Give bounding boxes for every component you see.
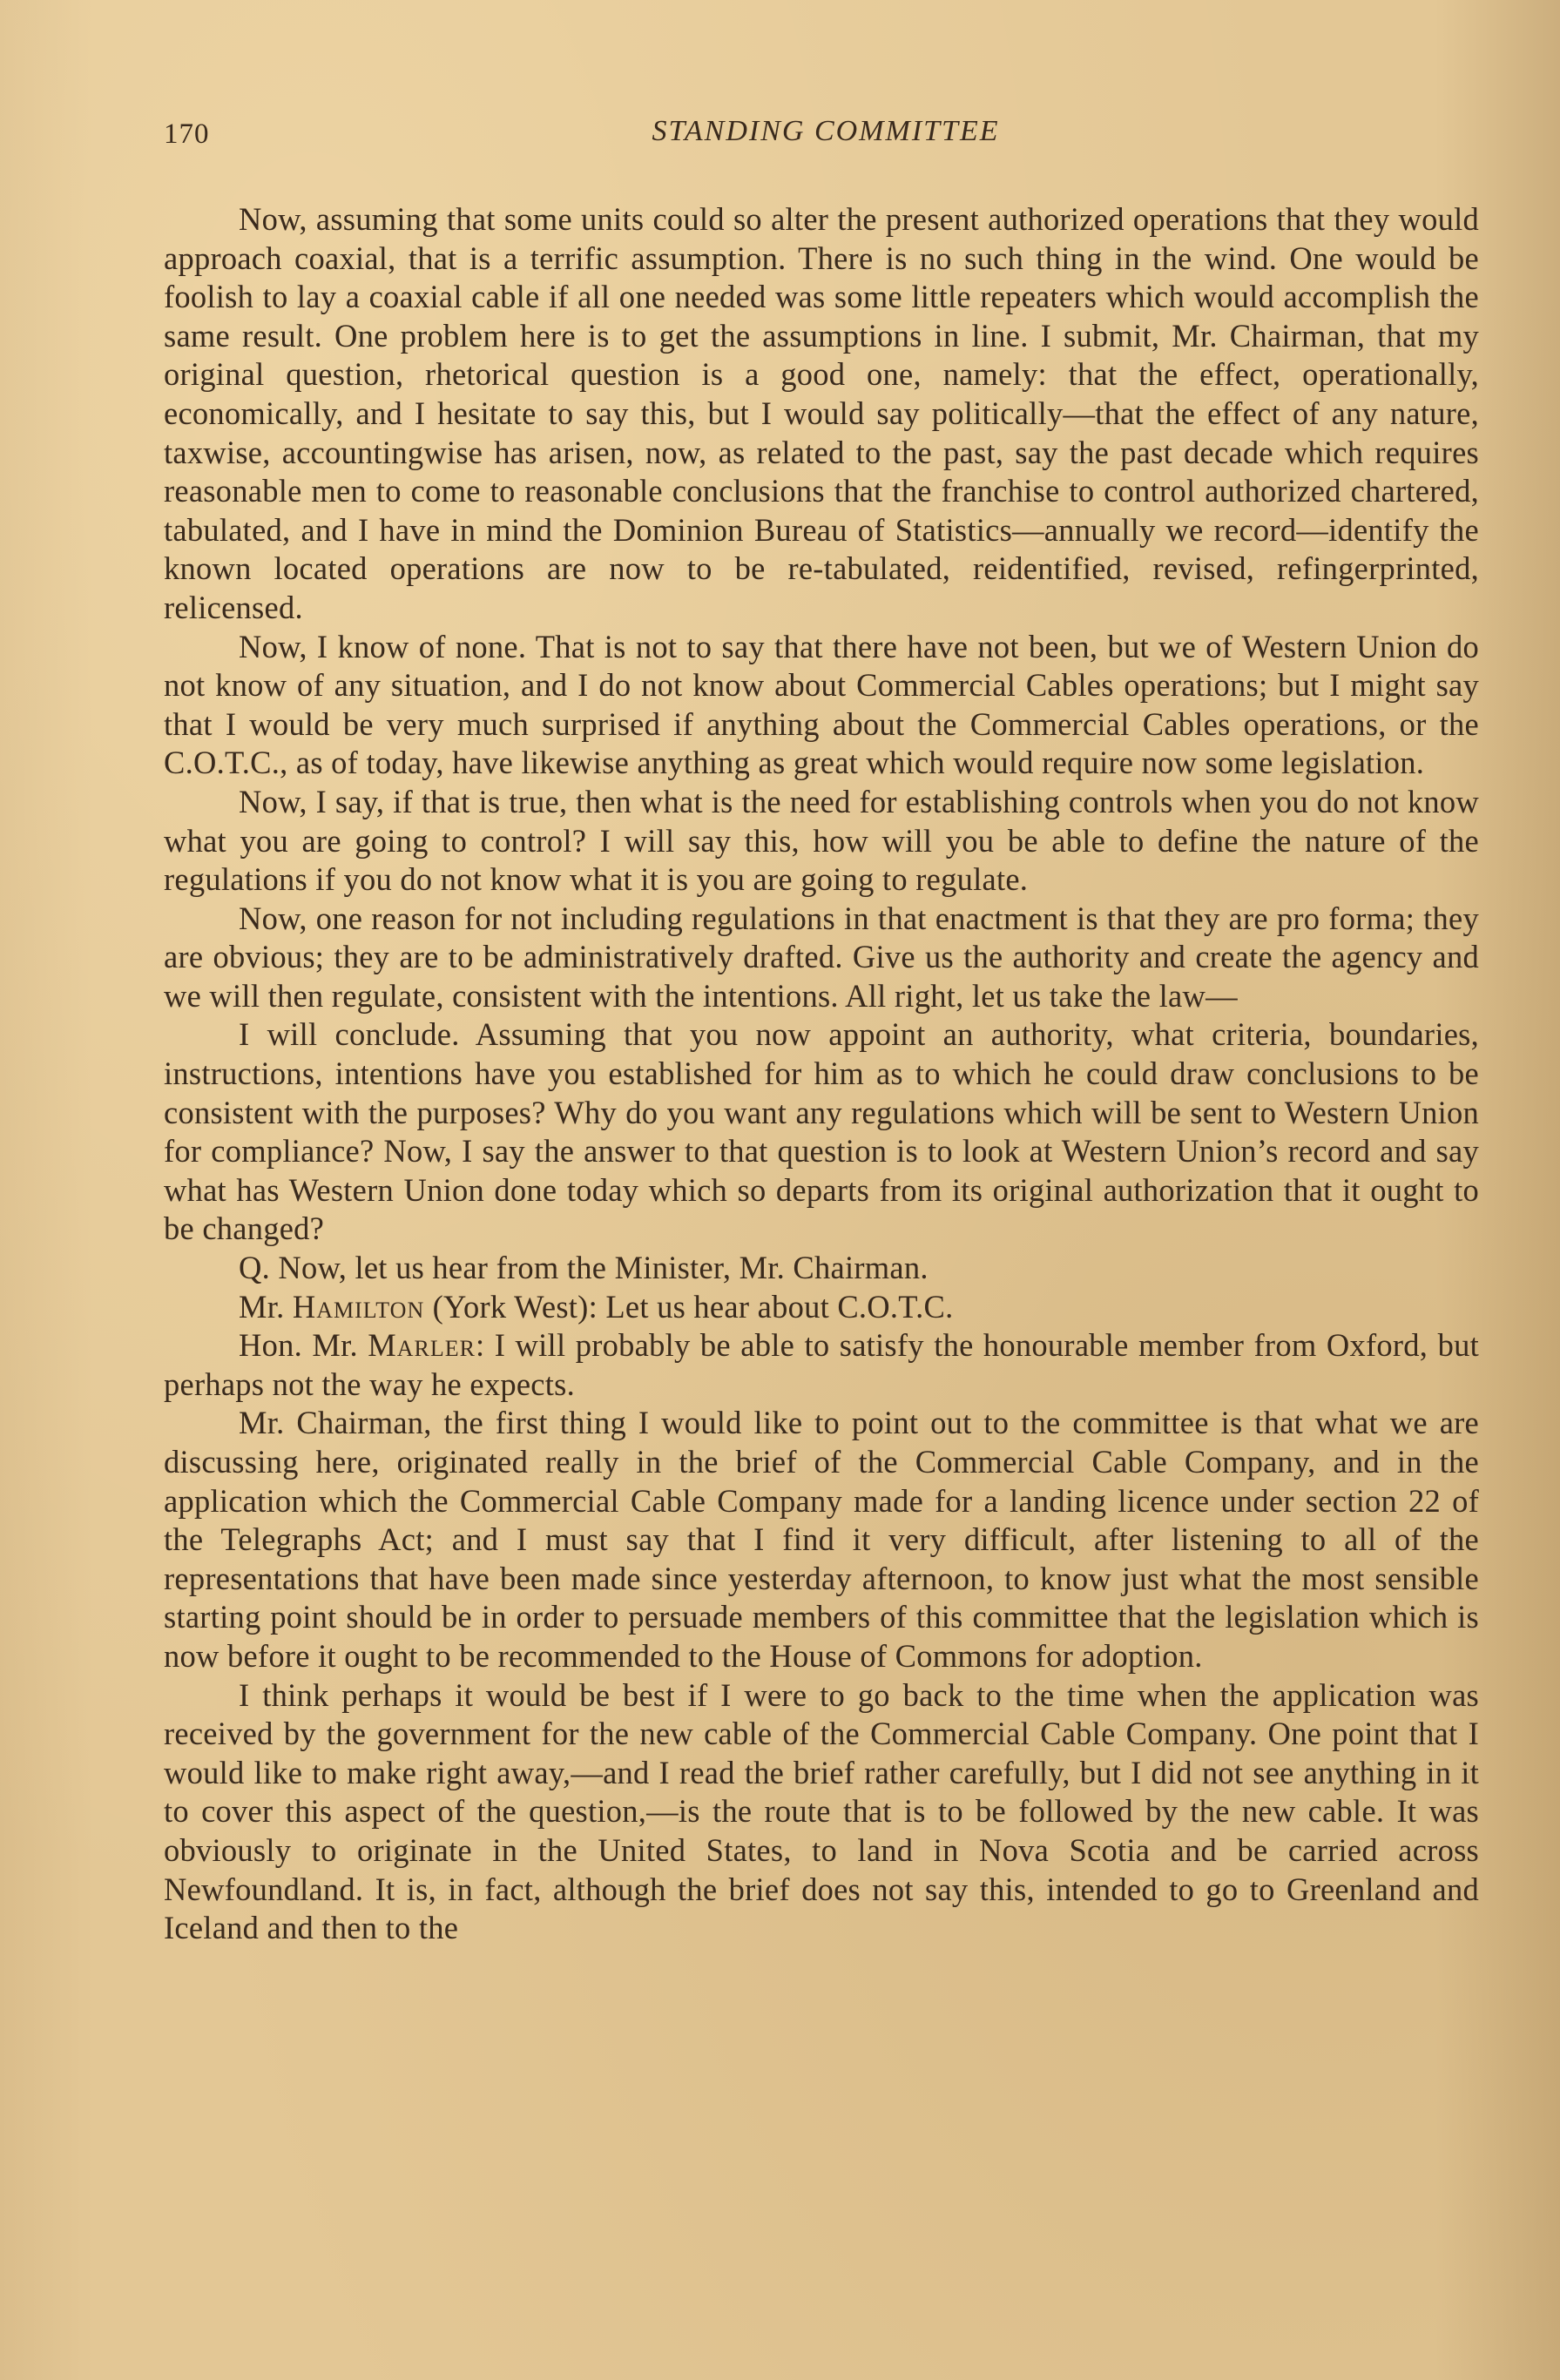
speaker-name: Hamilton: [292, 1288, 425, 1325]
speaker-prefix: Mr.: [239, 1288, 293, 1325]
speaker-suffix: :: [475, 1327, 495, 1364]
paragraph-2: Now, I know of none. That is not to say that there have not been, but we of Western Union do not know of any situation, and I do not know about Commercial Cables operations; but I might say that I would be very much surprised if anything about the Commercial Cables operations, or the C.O.T.C., as of today, have likewise anything as great which would require now some legislation.: [164, 628, 1479, 781]
paragraph-4: Now, one reason for not including regulations in that enactment is that they are pro forma; they are obvious; they are to be administratively drafted. Give us the authority and create the agency and we will then regulate, consistent with the intentions. All right, let us take the law—: [164, 900, 1479, 1014]
paragraph-5: I will conclude. Assuming that you now appoint an authority, what criteria, boundaries, instructions, intentions have you established for him as to which he could draw conclusions to be consistent with the purposes? Why do you want any regulations which will be sent to Western Union for compliance? Now, I say the answer to that question is to look at Western Union’s record and say what has Western Union done today which so departs from its original authorization that it ought to be changed?: [164, 1016, 1479, 1247]
speaker-name: Marler: [368, 1327, 476, 1364]
speaker-suffix: (York West):: [424, 1288, 606, 1325]
paragraph-question: Q. Now, let us hear from the Minister, Mr. Chairman.: [239, 1250, 929, 1286]
page-number: 170: [164, 118, 210, 150]
paragraph-3: Now, I say, if that is true, then what is the need for establishing controls when you do not know what you are going to control? I will say this, how will you be able to define the nature of the regulations if you do not know what it is you are going to regulate.: [164, 783, 1479, 898]
paragraph-1: Now, assuming that some units could so alter the present authorized operations that they would approach coaxial, that is a terrific assumption. There is no such thing in the wind. One would be foolish to lay a coaxial cable if all one needed was some little repeaters which would accomplish the same result. One problem here is to get the assumptions in line. I submit, Mr. Chairman, that my original question, rhetorical question is a good one, namely: that the effect, operationally, economically, and I hesitate to say this, but I would say politically—that the effect of any nature, taxwise, accountingwise has arisen, now, as related to the past, say the past decade which requires reasonable men to come to reasonable conclusions that the franchise to control authorized chartered, tabulated, and I have in mind the Dominion Bureau of Statistics—annually we record—identify the known located operations are now to be re-tabulated, reidentified, revised, refingerprinted, relicensed.: [164, 201, 1479, 625]
running-title: STANDING COMMITTEE: [652, 115, 1000, 147]
paragraph-speaker-marler: [164, 1326, 1479, 1404]
running-head: [164, 103, 1488, 172]
document-page: [164, 103, 1488, 2350]
body-text: [164, 200, 1479, 1948]
speaker-prefix: Hon. Mr.: [239, 1327, 368, 1364]
paragraph-speaker-hamilton: [164, 1288, 1479, 1327]
speech-text: I will probably be able to satisfy the honourable member from Oxford, but perhaps not the way he expects.: [164, 1327, 1479, 1402]
speech-text: Let us hear about C.O.T.C.: [605, 1288, 954, 1325]
paragraph-9: Mr. Chairman, the first thing I would like to point out to the committee is that what we are discussing here, originated really in the brief of the Commercial Cable Company, and in the application which the Commercial Cable Company made for a landing licence under section 22 of the Telegraphs Act; and I must say that I find it very difficult, after listening to all of the representations that have been made since yesterday afternoon, to know just what the most sensible starting point should be in order to persuade members of this committee that the legislation which is now before it ought to be recommended to the House of Commons for adoption.: [164, 1405, 1479, 1674]
paragraph-10: I think perhaps it would be best if I were to go back to the time when the application was received by the government for the new cable of the Commercial Cable Company. One point that I would like to make right away,—and I read the brief rather carefully, but I did not see anything in it to cover this aspect of the question,—is the route that is to be followed by the new cable. It was obviously to originate in the United States, to land in Nova Scotia and be carried across Newfoundland. It is, in fact, although the brief does not say this, intended to go to Greenland and Iceland and then to the: [164, 1676, 1479, 1946]
